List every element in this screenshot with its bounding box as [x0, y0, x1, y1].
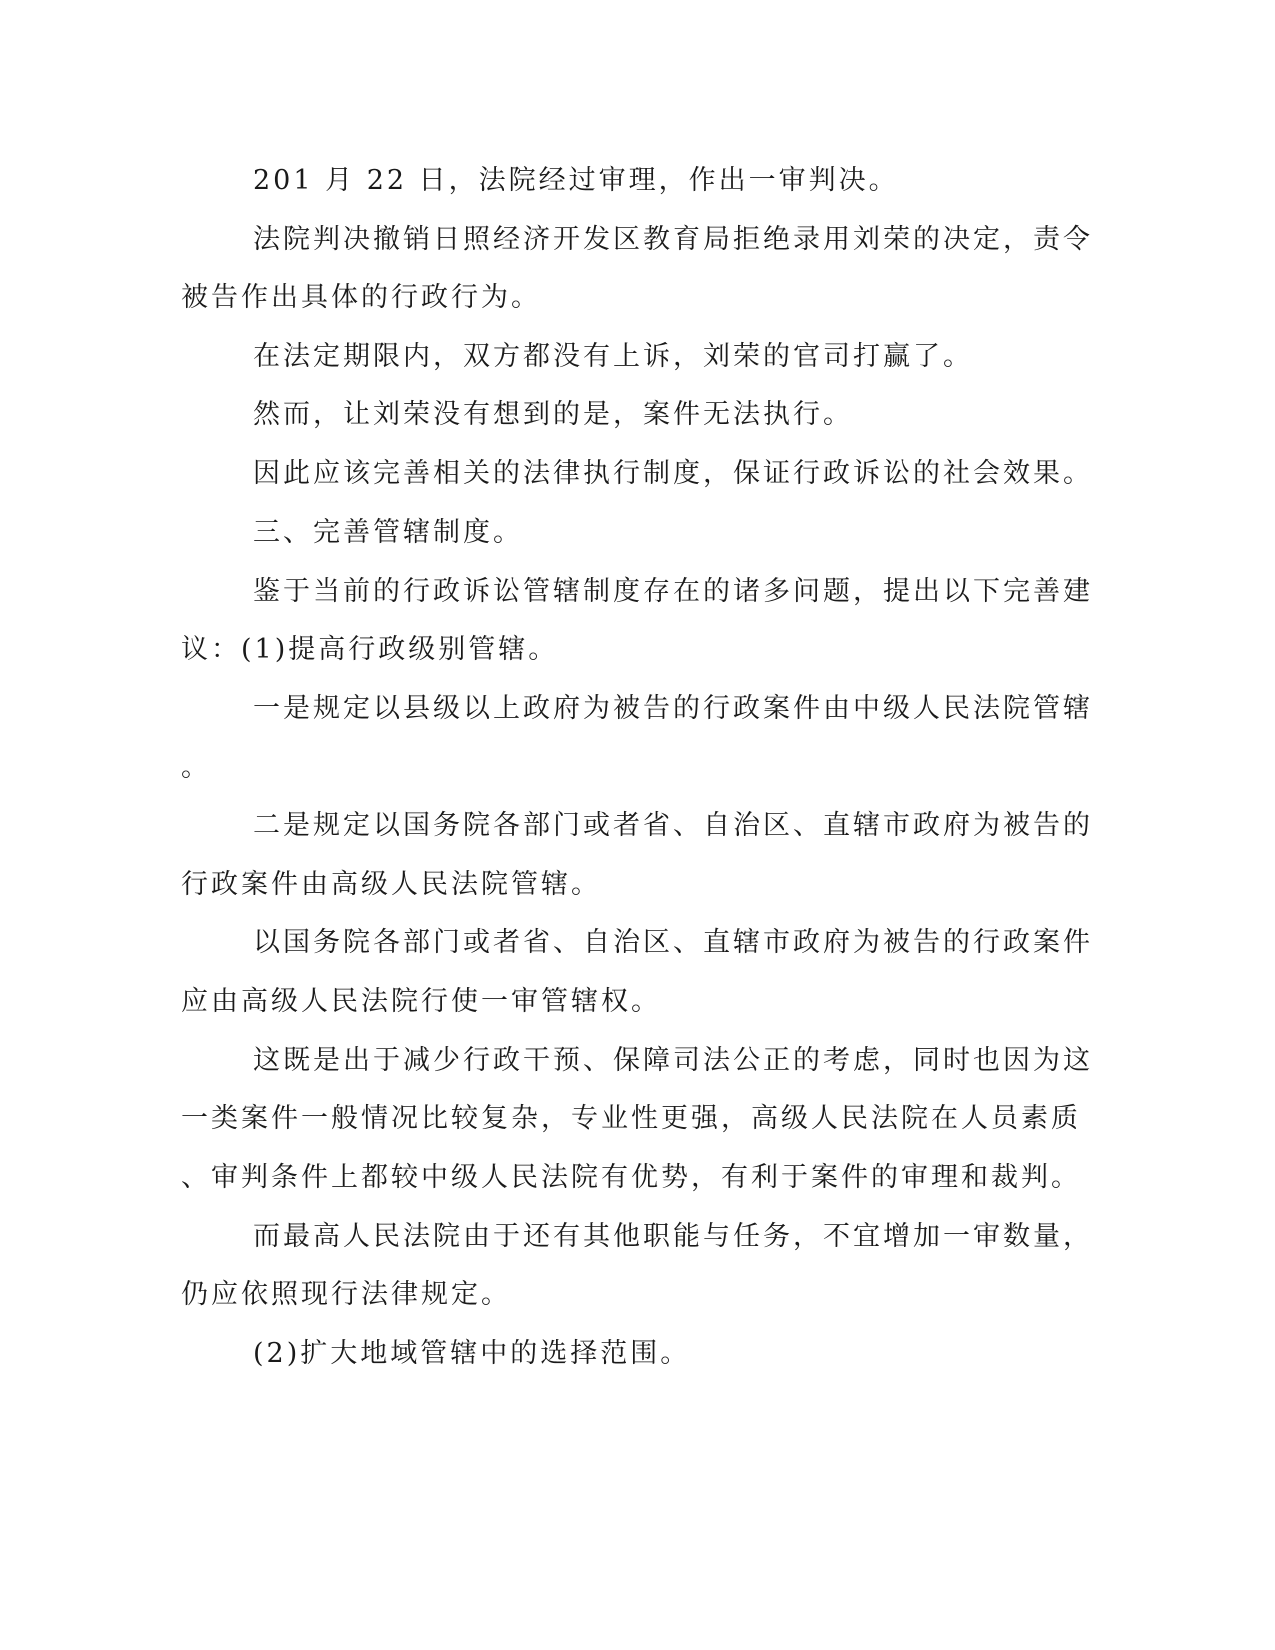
text-line: 仍应依照现行法律规定。 [181, 1279, 511, 1310]
text-line: 而最高人民法院由于还有其他职能与任务，不宜增加一审数量， [253, 1221, 1093, 1252]
text-line: 。 [181, 752, 211, 783]
text-line: 这既是出于减少行政干预、保障司法公正的考虑，同时也因为这 [253, 1045, 1093, 1076]
text-line: 以国务院各部门或者省、自治区、直辖市政府为被告的行政案件 [253, 927, 1093, 958]
text-line: 被告作出具体的行政行为。 [181, 282, 541, 313]
text-line: 201 月 22 日，法院经过审理，作出一审判决。 [253, 165, 899, 196]
text-line: 一是规定以县级以上政府为被告的行政案件由中级人民法院管辖 [253, 693, 1093, 724]
text-line: 在法定期限内，双方都没有上诉，刘荣的官司打赢了。 [253, 341, 973, 372]
section-heading: 三、完善管辖制度。 [253, 517, 523, 548]
text-line: (2)扩大地域管辖中的选择范围。 [253, 1338, 691, 1369]
text-line: 二是规定以国务院各部门或者省、自治区、直辖市政府为被告的 [253, 810, 1093, 841]
text-line: 因此应该完善相关的法律执行制度，保证行政诉讼的社会效果。 [253, 458, 1093, 489]
text-line: 行政案件由高级人民法院管辖。 [181, 869, 601, 900]
text-line: 一类案件一般情况比较复杂，专业性更强，高级人民法院在人员素质 [181, 1103, 1081, 1134]
text-line: 议：(1)提高行政级别管辖。 [181, 634, 559, 665]
text-line: 法院判决撤销日照经济开发区教育局拒绝录用刘荣的决定，责令 [253, 224, 1093, 255]
text-line: 应由高级人民法院行使一审管辖权。 [181, 986, 661, 1017]
text-line: 然而，让刘荣没有想到的是，案件无法执行。 [253, 399, 853, 430]
text-line: 、审判条件上都较中级人民法院有优势，有利于案件的审理和裁判。 [181, 1162, 1081, 1193]
text-line: 鉴于当前的行政诉讼管辖制度存在的诸多问题，提出以下完善建 [253, 576, 1093, 607]
